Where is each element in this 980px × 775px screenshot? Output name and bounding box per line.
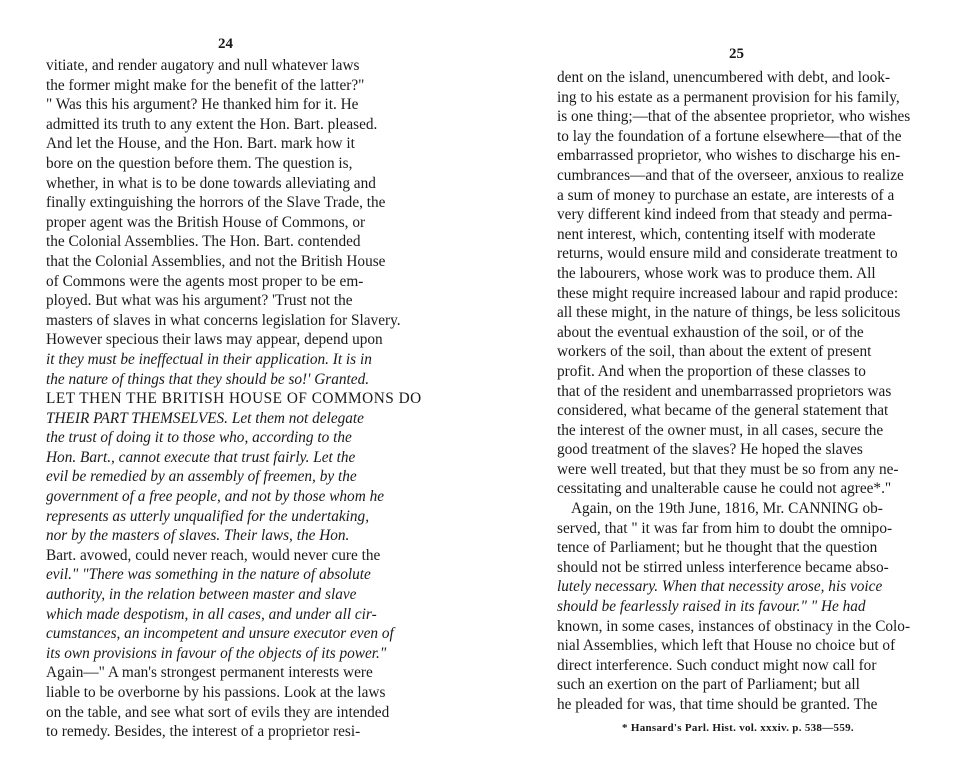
text-line: of Commons were the agents most proper to be em- bbox=[46, 272, 364, 290]
text-line: known, in some cases, instances of obstinacy in the Colo- bbox=[557, 617, 911, 635]
left-page-number: 24 bbox=[218, 36, 233, 52]
text-line: THEIR PART THEMSELVES. Let them not delegate bbox=[46, 409, 364, 427]
text-line: cumbrances—and that of the overseer, anxious to realize bbox=[557, 166, 904, 184]
text-line: were well treated, but that they must be so from any ne- bbox=[557, 460, 899, 478]
text-line: government of a free people, and not by those whom he bbox=[46, 488, 385, 506]
right-page-text bbox=[557, 68, 937, 715]
text-line: Bart. avowed, could never reach, would never cure the bbox=[46, 546, 381, 564]
text-line: And let the House, and the Hon. Bart. mark how it bbox=[46, 135, 355, 153]
text-line: that of the resident and unembarrassed proprietors was bbox=[557, 382, 892, 400]
text-line: that the Colonial Assemblies, and not the British House bbox=[46, 252, 386, 270]
text-line: direct interference. Such conduct might now call for bbox=[557, 656, 877, 674]
text-line: these might require increased labour and rapid produce: bbox=[557, 284, 899, 302]
text-line: whether, in what is to be done towards alleviating and bbox=[46, 174, 376, 192]
text-line: very different kind indeed from that steady and perma- bbox=[557, 206, 893, 224]
text-line: the Colonial Assemblies. The Hon. Bart. contended bbox=[46, 233, 361, 251]
text-line: evil." "There was something in the nature of absolute bbox=[46, 566, 371, 584]
text-line: Again—" A man's strongest permanent interests were bbox=[46, 664, 373, 682]
text-line: it they must be ineffectual in their application. It is in bbox=[46, 350, 372, 368]
text-line: ployed. But what was his argument? 'Trust not the bbox=[46, 292, 353, 310]
text-line: vitiate, and render augatory and null whatever laws bbox=[46, 57, 360, 74]
text-line: he pleaded for was, that time should be granted. The bbox=[557, 696, 878, 713]
text-line: proper agent was the British House of Commons, or bbox=[46, 213, 366, 231]
text-line: authority, in the relation between master and slave bbox=[46, 586, 357, 604]
text-line: finally extinguishing the horrors of the Slave Trade, the bbox=[46, 194, 386, 212]
text-line: about the eventual exhaustion of the soil, or of the bbox=[557, 323, 864, 341]
text-line: should be fearlessly raised in its favour." " He had bbox=[557, 598, 866, 616]
text-line: a sum of money to purchase an estate, are interests of a bbox=[557, 186, 895, 204]
footnote: * Hansard's Parl. Hist. vol. xxxiv. p. 538—559. bbox=[622, 722, 854, 734]
text-line: represents as utterly unqualified for the undertaking, bbox=[46, 507, 370, 525]
text-line: such an exertion on the part of Parliament; but all bbox=[557, 676, 860, 694]
text-line: the nature of things that they should be so!' Granted. bbox=[46, 370, 370, 388]
text-line: the interest of the owner must, in all cases, secure the bbox=[557, 421, 884, 439]
right-page-number: 25 bbox=[729, 46, 744, 62]
text-line: embarrassed proprietor, who wishes to discharge his en- bbox=[557, 147, 901, 165]
text-line: to lay the foundation of a fortune elsewhere—that of the bbox=[557, 127, 902, 145]
text-line: LET THEN THE BRITISH HOUSE OF COMMONS DO bbox=[46, 390, 422, 408]
text-line: evil be remedied by an assembly of freemen, by the bbox=[46, 468, 357, 486]
text-line: on the table, and see what sort of evils they are intended bbox=[46, 703, 390, 721]
text-line: workers of the soil, than about the extent of present bbox=[557, 343, 872, 361]
text-line: admitted its truth to any extent the Hon. Bart. pleased. bbox=[46, 115, 378, 133]
text-line: Again, on the 19th June, 1816, Mr. CANNING ob- bbox=[571, 500, 883, 518]
text-line: its own provisions in favour of the objects of its power." bbox=[46, 644, 387, 662]
text-line: should not be stirred unless interference became abso- bbox=[557, 558, 889, 576]
text-line: nor by the masters of slaves. Their laws, the Hon. bbox=[46, 527, 350, 545]
left-page-text bbox=[46, 56, 422, 742]
text-line: returns, would ensure mild and considerate treatment to bbox=[557, 245, 898, 263]
text-line: liable to be overborne by his passions. Look at the laws bbox=[46, 684, 386, 701]
text-line: nent interest, which, contenting itself with moderate bbox=[557, 225, 876, 243]
text-line: good treatment of the slaves? He hoped the slaves bbox=[557, 441, 863, 459]
text-line: bore on the question before them. The question is, bbox=[46, 154, 353, 172]
text-line: Hon. Bart., cannot execute that trust fairly. Let the bbox=[46, 448, 356, 466]
text-line: all these might, in the nature of things, be less solicitous bbox=[557, 304, 901, 322]
text-line: the labourers, whose work was to produce them. All bbox=[557, 264, 876, 282]
text-line: the trust of doing it to those who, according to the bbox=[46, 429, 352, 447]
text-line: nial Assemblies, which left that House no choice but of bbox=[557, 637, 896, 655]
text-line: cessitating and unalterable cause he could not agree*." bbox=[557, 480, 892, 498]
text-line: However specious their laws may appear, depend upon bbox=[46, 331, 383, 349]
text-line: profit. And when the proportion of these classes to bbox=[557, 362, 866, 380]
text-line: to remedy. Besides, the interest of a proprietor resi- bbox=[46, 723, 361, 741]
text-line: dent on the island, unencumbered with debt, and look- bbox=[557, 69, 891, 86]
text-line: masters of slaves in what concerns legislation for Slavery. bbox=[46, 311, 401, 329]
text-line: lutely necessary. When that necessity arose, his voice bbox=[557, 578, 883, 596]
text-line: which made despotism, in all cases, and under all cir- bbox=[46, 605, 377, 623]
text-line: ing to his estate as a permanent provision for his family, bbox=[557, 88, 900, 106]
text-line: cumstances, an incompetent and unsure executor even of bbox=[46, 625, 394, 643]
text-line: served, that " it was far from him to doubt the omnipo- bbox=[557, 519, 893, 537]
text-line: tence of Parliament; but he thought that the question bbox=[557, 539, 878, 557]
text-line: the former might make for the benefit of the latter?" bbox=[46, 76, 365, 94]
text-line: considered, what became of the general statement that bbox=[557, 402, 889, 420]
text-line: is one thing;—that of the absentee proprietor, who wishes bbox=[557, 108, 911, 126]
text-line: " Was this his argument? He thanked him for it. He bbox=[46, 96, 359, 114]
